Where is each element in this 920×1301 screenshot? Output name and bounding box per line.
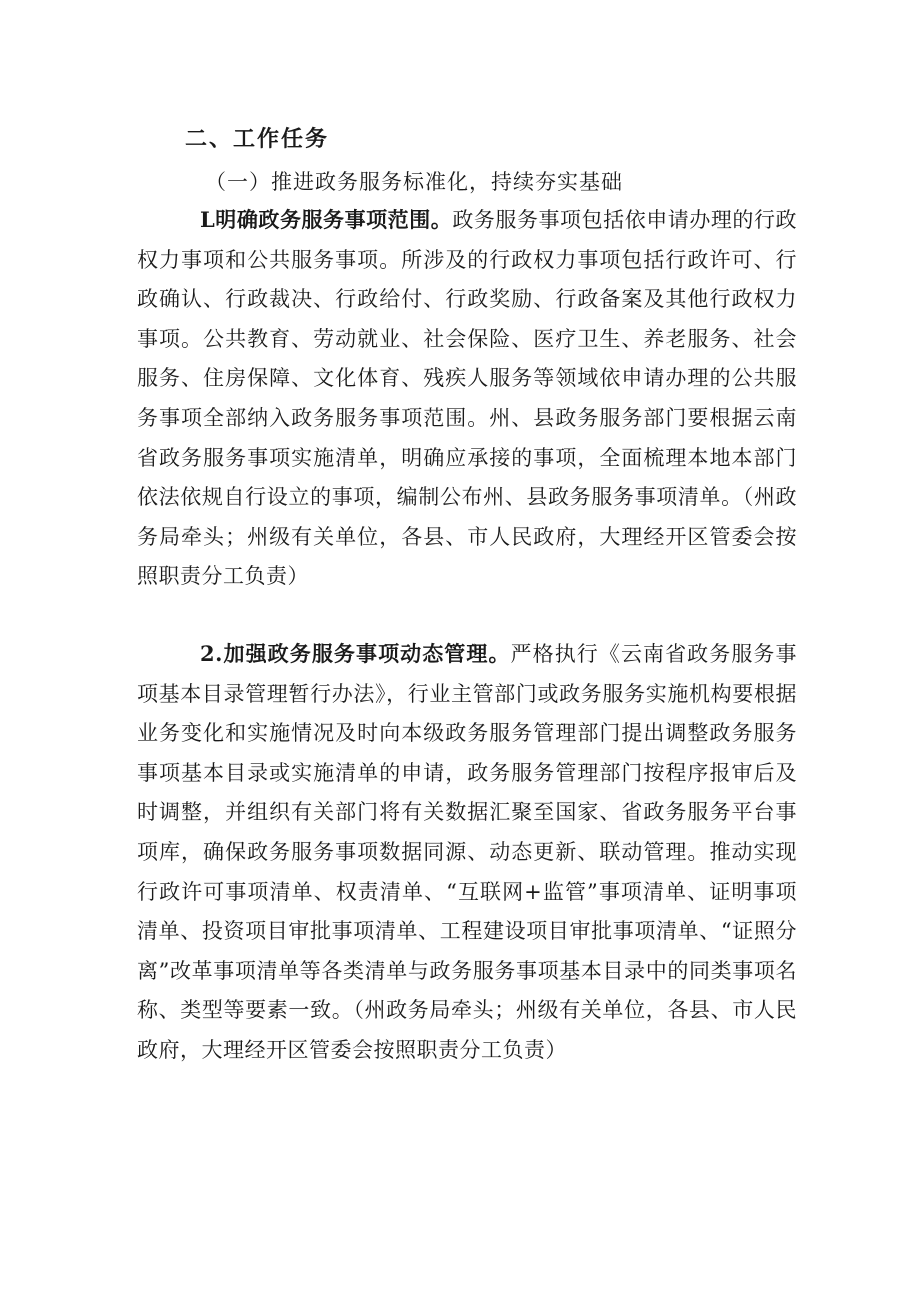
subsection-heading: （一）推进政务服务标准化，持续夯实基础 <box>205 170 623 194</box>
paragraph-item-2 <box>137 634 797 1071</box>
item-2-title: 加强政务服务事项动态管理。 <box>222 641 511 666</box>
item-1-number: L <box>200 207 216 232</box>
item-2-number: 2. <box>200 641 223 666</box>
item-2-body: 严格执行《云南省政务服务事项基本目录管理暂行办法》，行业主管部门或政务服务实施机构要根据业务变化和实施情况及时向本级政务服务管理部门提出调整政务服务事项基本目录或实施清单的申请，政务服务管理部门按程序报审后及时调整，并组织有关部门将有关数据汇聚至国家、省政务服务平台事项库，确保政务服务事项数据同源、动态更新、联动管理。推动实现行政许可事项清单、权责清单、“互联网+监管”事项清单、证明事项清单、投资项目审批事项清单、工程建设项目审批事项清单、“证照分离”改革事项清单等各类清单与政务服务事项基本目录中的同类事项名称、类型等要素一致。（州政务局牵头；州级有关单位，各县、市人民政府，大理经开区管委会按照职责分工负责） <box>137 642 797 1062</box>
item-1-body: 政务服务事项包括依申请办理的行政权力事项和公共服务事项。所涉及的行政权力事项包括行政许可、行政确认、行政裁决、行政给付、行政奖励、行政备案及其他行政权力事项。公共教育、劳动就业、社会保险、医疗卫生、养老服务、社会服务、住房保障、文化体育、残疾人服务等领域依申请办理的公共服务事项全部纳入政务服务事项范围。州、县政务服务部门要根据云南省政务服务事项实施清单，明确应承接的事项，全面梳理本地本部门依法依规自行设立的事项，编制公布州、县政务服务事项清单。（州政务局牵头；州级有关单位，各县、市人民政府，大理经开区管委会按照职责分工负责） <box>137 208 798 589</box>
section-heading: 二、工作任务 <box>185 126 330 152</box>
item-1-title: 明确政务服务事项范围。 <box>215 207 453 232</box>
paragraph-item-1 <box>137 200 797 597</box>
